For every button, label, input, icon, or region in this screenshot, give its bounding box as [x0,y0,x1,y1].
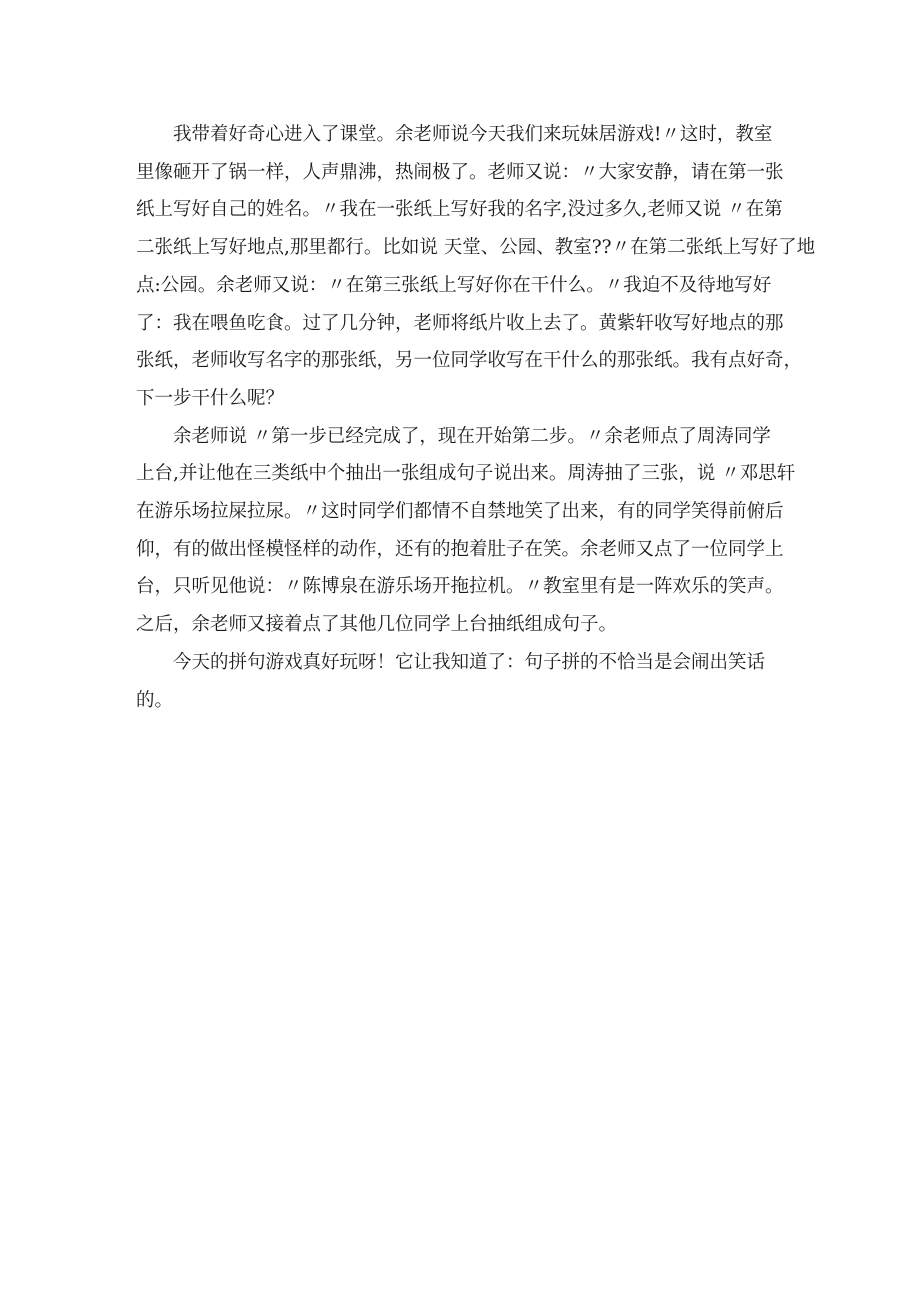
paragraph-line: 纸上写好自己的姓名。〃我在一张纸上写好我的名字,没过多久,老师又说 〃在第 [136,199,783,221]
paragraph-1 [136,116,816,418]
paragraph-line: 余老师说 〃第一步已经完成了，现在开始第二步。〃余老师点了周涛同学 [173,425,771,447]
paragraph-line: 里像砸开了锅一样，人声鼎沸，热闹极了。老师又说：〃大家安静，请在第一张 [136,161,784,183]
document-body [136,116,816,719]
paragraph-line: 台，只听见他说：〃陈博泉在游乐场开拖拉机。〃教室里有是一阵欢乐的笑声。 [136,576,784,598]
paragraph-line: 下一步干什么呢？ [136,387,285,409]
paragraph-line: 我带着好奇心进入了课堂。余老师说今天我们来玩妹居游戏!〃这时，教室 [173,124,773,145]
paragraph-line: 仰，有的做出怪模怪样的动作，还有的抱着肚子在笑。余老师又点了一位同学上 [136,538,784,560]
paragraph-line: 张纸，老师收写名字的那张纸，另一位同学收写在干什么的那张纸。我有点好奇， [136,350,803,372]
paragraph-line: 二张纸上写好地点,那里都行。比如说 天堂、公园、教室??〃在第二张纸上写好了地 [136,237,816,259]
paragraph-line: 的。 [136,689,174,711]
paragraph-line: 之后，余老师又接着点了其他几位同学上台抽纸组成句子。 [136,614,618,636]
paragraph-3 [136,644,796,719]
paragraph-2 [136,418,796,644]
paragraph-line: 点:公园。余老师又说：〃在第三张纸上写好你在干什么。〃我迫不及待地写好 [136,274,772,296]
paragraph-line: 上台,并让他在三类纸中个抽出一张组成句子说出来。周涛抽了三张，说 〃邓思轩 [136,463,796,485]
paragraph-line: 了：我在喂鱼吃食。过了几分钟，老师将纸片收上去了。黄紫轩收写好地点的那 [136,312,784,334]
paragraph-line: 今天的拼句游戏真好玩呀！它让我知道了：句子拼的不恰当是会闹出笑话 [173,651,766,673]
paragraph-line: 在游乐场拉屎拉尿。〃这时同学们都情不自禁地笑了出来，有的同学笑得前俯后 [136,501,784,523]
